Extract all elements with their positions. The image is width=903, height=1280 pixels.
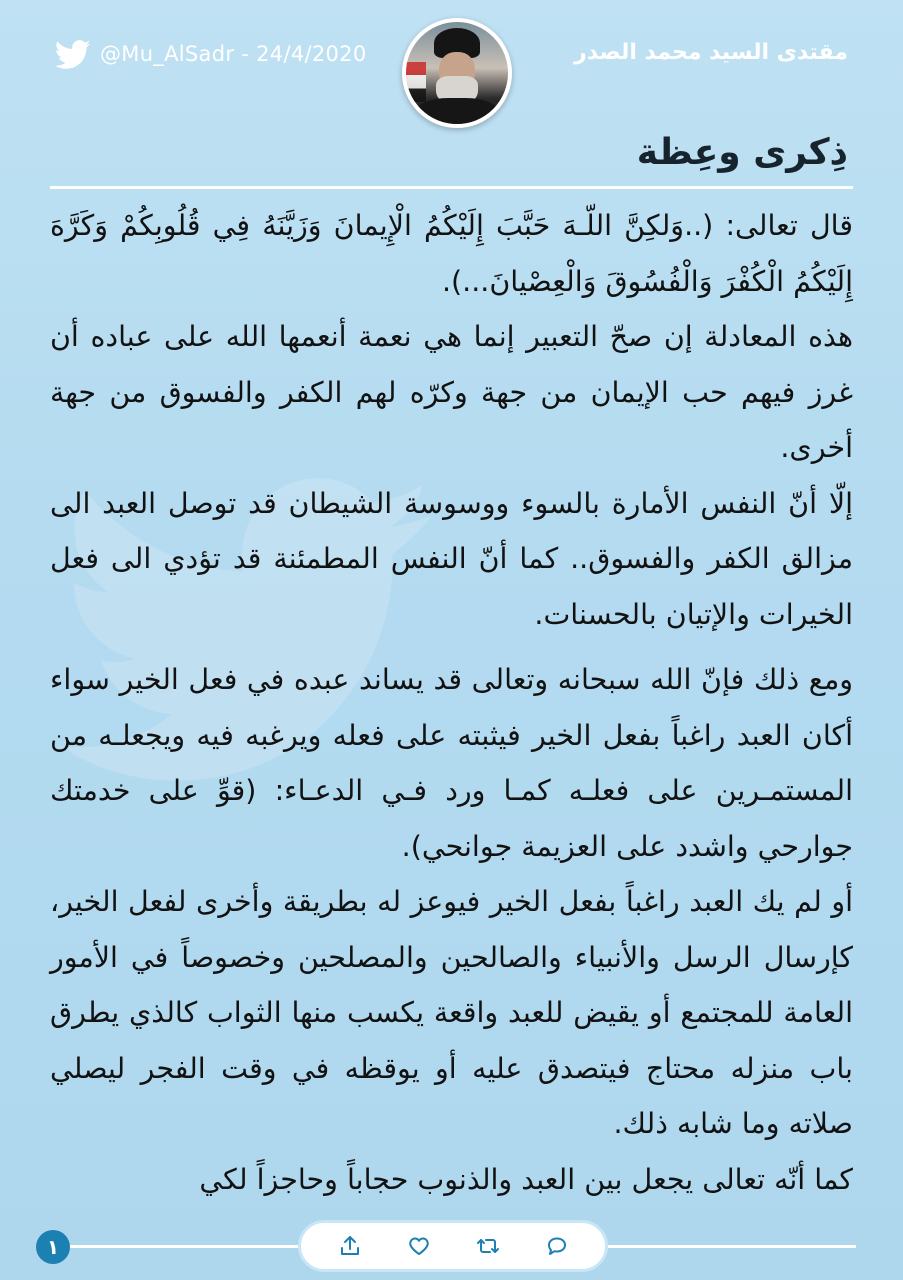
retweet-icon <box>476 1234 500 1258</box>
paragraph: هذه المعادلة إن صحّ التعبير إنما هي نعمة أنعمها الله على عباده أن غرز فيهم حب الإيمان من جهة وكرّه لهم الكفر والفسوق من جهة أخرى. <box>50 320 853 464</box>
avatar[interactable] <box>402 18 512 128</box>
twitter-icon <box>55 40 91 70</box>
post-title: ذِكرى وعِظة <box>636 132 848 173</box>
post-header <box>0 0 903 130</box>
paragraph: قال تعالى: (..وَلكِنَّ اللّـهَ حَبَّبَ إِلَيْكُمُ الْإِيمانَ وَزَيَّنَهُ فِي قُلُوبِكُمْ وَكَرَّهَ إِلَيْكُمُ الْكُفْرَ وَالْفُسُوقَ وَالْعِصْيانَ...). <box>50 209 853 298</box>
paragraph: ومع ذلك فإنّ الله سبحانه وتعالى قد يساند عبده في فعل الخير سواء أكان العبد راغباً بفعل الخير فيثبته على فعله ويرغبه فيه ويجعلـه من المستمـرين على فعلـه كمـا ورد فـي الدعـاء: (قوِّ على خدمتك جوارحي واشدد على العزيمة جوانحي). <box>50 663 853 863</box>
paragraph: أو لم يك العبد راغباً بفعل الخير فيوعز له بطريقة وأخرى لفعل الخير، كإرسال الرسل والأنبياء والصالحين والمصلحين وخصوصاً في الأمور العامة للمجتمع أو يقيض للعبد واقعة يكسب منها الثواب كالذي يطرق باب منزله محتاج فيتصدق عليه أو يوقظه في وقت الفجر ليصلي صلاته وما شابه ذلك. <box>50 885 853 1140</box>
robe-shape <box>414 98 500 128</box>
title-divider <box>50 186 853 189</box>
share-icon <box>338 1234 362 1258</box>
page-number-badge: ١ <box>36 1230 70 1264</box>
post-body <box>50 198 853 1207</box>
flag-graphic <box>406 62 426 102</box>
reply-button[interactable] <box>542 1231 572 1261</box>
tweet-action-bar <box>298 1220 608 1272</box>
retweet-button[interactable] <box>473 1231 503 1261</box>
like-button[interactable] <box>404 1231 434 1261</box>
paragraph: إلّا أنّ النفس الأمارة بالسوء ووسوسة الشيطان قد توصل العبد الى مزالق الكفر والفسوق.. كما أنّ النفس المطمئنة قد تؤدي الى فعل الخيرات والإتيان بالحسنات. <box>50 486 853 631</box>
reply-icon <box>545 1234 569 1258</box>
like-icon <box>407 1234 431 1258</box>
share-button[interactable] <box>335 1231 365 1261</box>
author-name[interactable]: مقتدى السيد محمد الصدر <box>574 40 848 65</box>
user-handle[interactable]: @Mu_AlSadr - 24/4/2020 <box>100 42 367 66</box>
paragraph: كما أنّه تعالى يجعل بين العبد والذنوب حجاباً وحاجزاً لكي <box>199 1162 853 1196</box>
